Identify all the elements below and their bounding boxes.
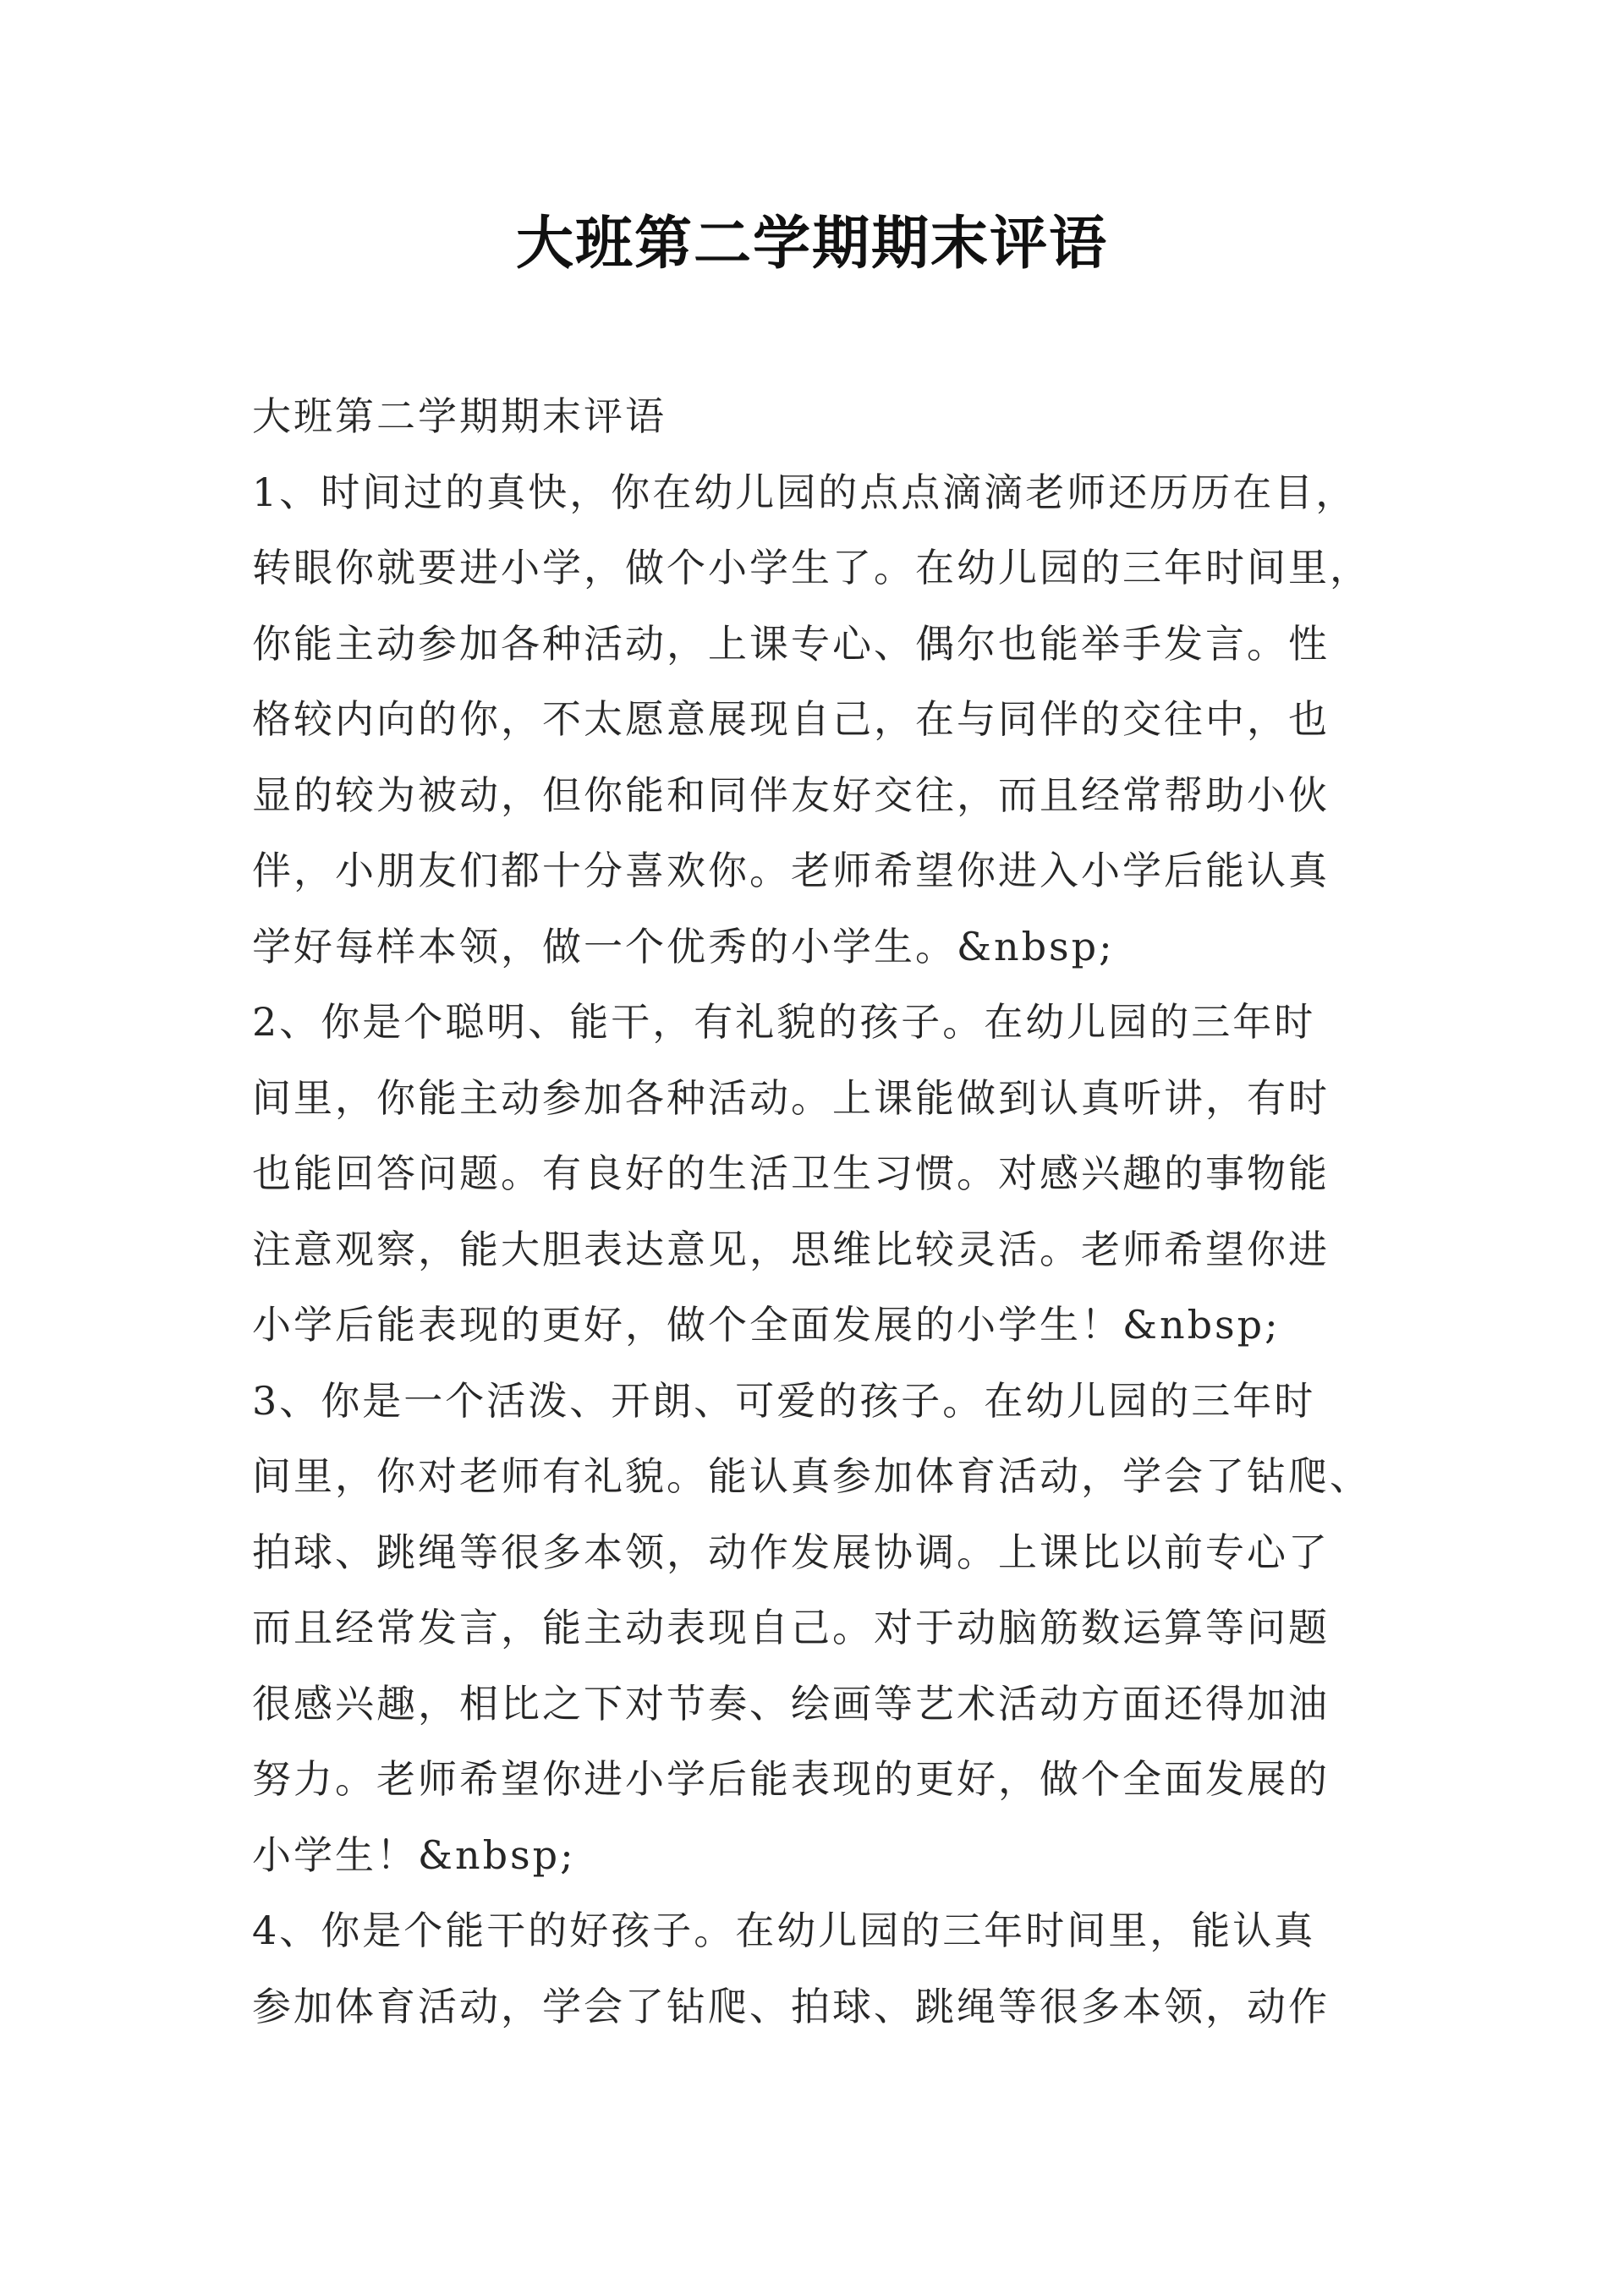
body-line: 1、时间过的真快，你在幼儿园的点点滴滴老师还历历在目， [252, 469, 1358, 515]
body-line: 小学生！&nbsp; [252, 1831, 576, 1878]
body-line: 间里，你能主动参加各种活动。上课能做到认真听讲，有时 [252, 1074, 1330, 1121]
body-line: 显的较为被动，但你能和同伴友好交往，而且经常帮助小伙 [252, 771, 1330, 818]
body-line: 2、你是个聪明、能干，有礼貌的孩子。在幼儿园的三年时 [252, 999, 1316, 1045]
body-line: 很感兴趣，相比之下对节奏、绘画等艺术活动方面还得加油 [252, 1680, 1330, 1727]
body-line: 格较内向的你，不太愿意展现自己，在与同伴的交往中，也 [252, 696, 1330, 742]
body-line: 间里，你对老师有礼貌。能认真参加体育活动，学会了钻爬、 [252, 1453, 1371, 1499]
body-line: 大班第二学期期末评语 [252, 393, 667, 439]
body-line: 参加体育活动，学会了钻爬、拍球、跳绳等很多本领，动作 [252, 1983, 1330, 2029]
document-body [252, 379, 1411, 2045]
body-line: 3、你是一个活泼、开朗、可爱的孩子。在幼儿园的三年时 [252, 1377, 1316, 1424]
body-line: 学好每样本领，做一个优秀的小学生。&nbsp; [252, 923, 1115, 969]
body-line: 拍球、跳绳等很多本领，动作发展协调。上课比以前专心了 [252, 1529, 1330, 1575]
document-title: 大班第二学期期末评语 [515, 210, 1108, 277]
body-line: 伴，小朋友们都十分喜欢你。老师希望你进入小学后能认真 [252, 848, 1330, 893]
body-line: 努力。老师希望你进小学后能表现的更好，做个全面发展的 [252, 1756, 1330, 1802]
body-line: 小学后能表现的更好，做个全面发展的小学生！&nbsp; [252, 1302, 1281, 1348]
body-line: 而且经常发言，能主动表现自己。对于动脑筋数运算等问题 [252, 1605, 1330, 1650]
body-line: 也能回答问题。有良好的生活卫生习惯。对感兴趣的事物能 [252, 1150, 1330, 1196]
body-line: 注意观察，能大胆表达意见，思维比较灵活。老师希望你进 [252, 1226, 1330, 1272]
body-line: 4、你是个能干的好孩子。在幼儿园的三年时间里，能认真 [252, 1908, 1316, 1953]
body-line: 转眼你就要进小学，做个小学生了。在幼儿园的三年时间里， [252, 545, 1371, 590]
body-line: 你能主动参加各种活动，上课专心、偶尔也能举手发言。性 [252, 620, 1330, 667]
